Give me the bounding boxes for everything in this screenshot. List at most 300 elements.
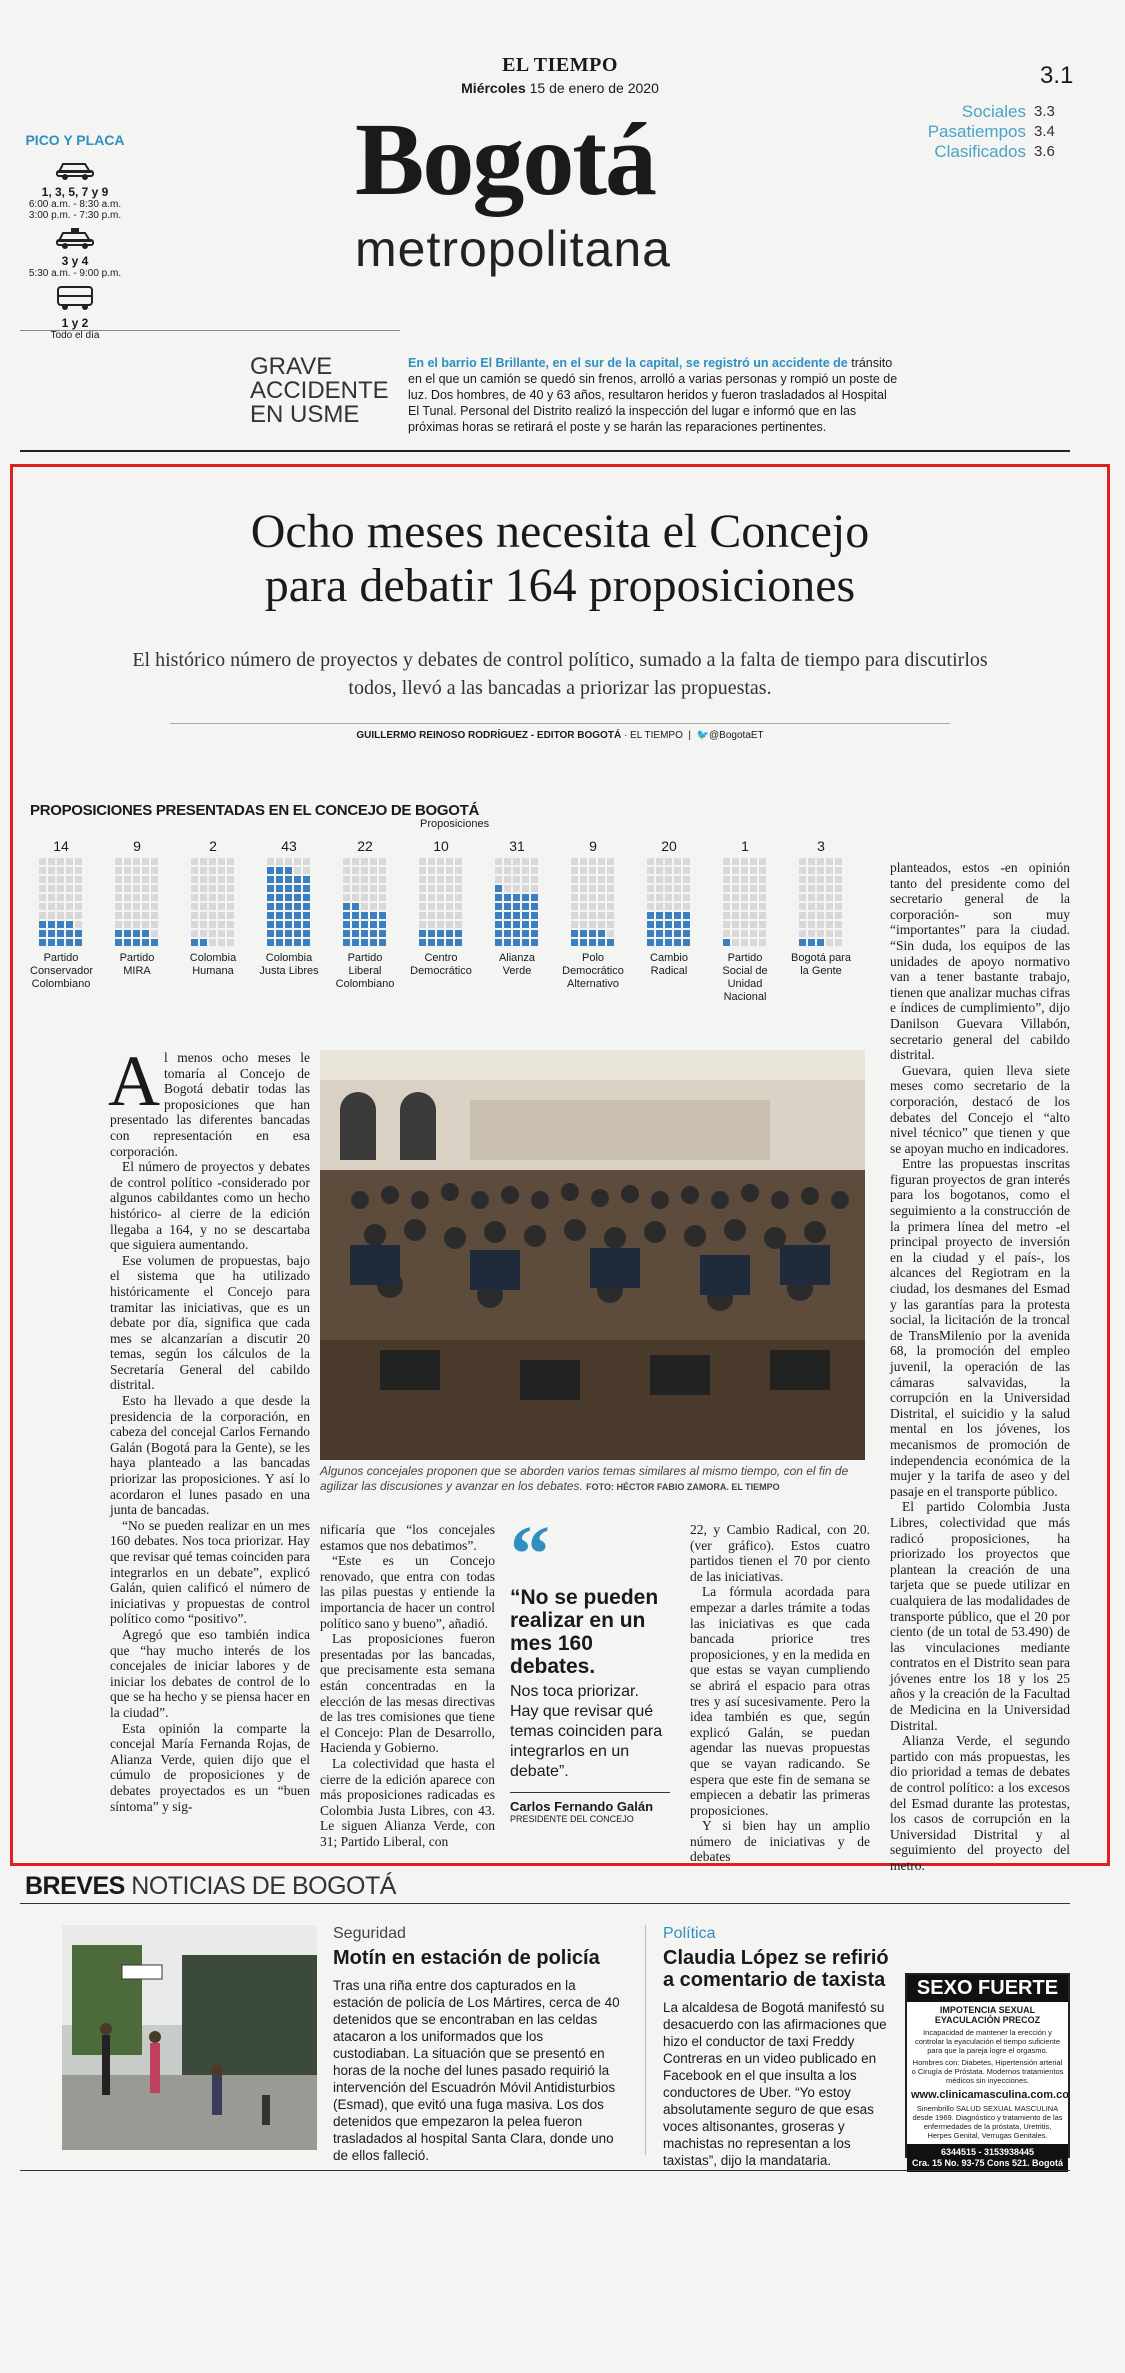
chart-unit-filled	[285, 930, 292, 937]
chart-unit-empty	[683, 876, 690, 883]
chart-unit-empty	[419, 867, 426, 874]
chart-unit-empty	[674, 867, 681, 874]
chart-unit-empty	[759, 939, 766, 946]
chart-unit-empty	[598, 903, 605, 910]
chart-unit-empty	[294, 858, 301, 865]
chart-unit-empty	[799, 858, 806, 865]
chart-unit-empty	[124, 903, 131, 910]
chart-unit-empty	[741, 903, 748, 910]
chart-unit-empty	[750, 876, 757, 883]
chart-unit-empty	[124, 894, 131, 901]
chart-unit-filled	[267, 903, 274, 910]
chart-unit-empty	[227, 912, 234, 919]
chart-category-label: Centro Democrático	[410, 952, 472, 977]
taxi-hours: 5:30 a.m. - 9:00 p.m.	[28, 268, 122, 279]
quote-headline: “No se pueden realizar en un mes 160 debates.	[510, 1586, 659, 1678]
chart-unit-empty	[723, 921, 730, 928]
chart-unit-empty	[209, 921, 216, 928]
chart-unit-empty	[598, 912, 605, 919]
chart-unit-filled	[531, 912, 538, 919]
chart-unit-empty	[589, 894, 596, 901]
chart-category-label: Partido Social de Unidad Nacional	[722, 952, 768, 1003]
chart-unit-empty	[66, 867, 73, 874]
chart-unit-empty	[66, 912, 73, 919]
chart-unit-empty	[759, 912, 766, 919]
ad-website: www.clinicamasculina.com.co	[911, 2089, 1069, 2101]
chart-unit-filled	[495, 921, 502, 928]
chart-unit-empty	[723, 912, 730, 919]
chart-unit-empty	[455, 903, 462, 910]
chart-unit-empty	[750, 930, 757, 937]
taxi-icon	[55, 227, 95, 249]
chart-unit-empty	[580, 894, 587, 901]
chart-unit-filled	[343, 921, 350, 928]
chart-unit-empty	[531, 876, 538, 883]
chart-unit-filled	[361, 921, 368, 928]
chart-unit-empty	[419, 885, 426, 892]
chart-unit-empty	[741, 930, 748, 937]
bus-icon	[55, 285, 95, 311]
chart-waffle	[799, 858, 844, 948]
chart-party	[638, 838, 700, 978]
chart-unit-filled	[379, 939, 386, 946]
chart-unit-empty	[191, 930, 198, 937]
chart-unit-empty	[39, 894, 46, 901]
chart-unit-filled	[294, 930, 301, 937]
chart-unit-empty	[218, 885, 225, 892]
chart-unit-empty	[66, 876, 73, 883]
chart-unit-filled	[75, 930, 82, 937]
chart-unit-empty	[343, 858, 350, 865]
chart-unit-empty	[723, 876, 730, 883]
breve-seguridad	[333, 1925, 623, 2164]
chart-unit-empty	[817, 885, 824, 892]
chart-unit-empty	[835, 894, 842, 901]
chart-waffle	[571, 858, 616, 948]
chart-unit-empty	[656, 903, 663, 910]
chart-unit-filled	[285, 894, 292, 901]
chart-unit-empty	[66, 894, 73, 901]
article-paragraph: El número de proyectos y debates de control político -considerado por algunos cabildantes como un hecho histórico- al cierre de la edición llegaba a 164, y no se descartaba que siguiera aumentando.	[110, 1159, 310, 1253]
chart-unit-filled	[665, 912, 672, 919]
chart-unit-empty	[835, 858, 842, 865]
chart-unit-empty	[495, 858, 502, 865]
chart-unit-empty	[39, 912, 46, 919]
chart-unit-filled	[495, 939, 502, 946]
chart-unit-empty	[495, 867, 502, 874]
article-paragraph: planteados, estos -en opinión tanto del presidente como del secretario general de la corporación- son muy “importantes” para la ciudad. “Sin duda, los equipos de las unidades de apoyo normativo van a tener bastante trabajo, tienen que analizar muchas cifras e índices de cumplimiento”, dijo Danilson Guevara Villabón, secretario general del cabildo distrital.	[890, 860, 1070, 1063]
chart-unit-empty	[799, 903, 806, 910]
chart-unit-empty	[817, 930, 824, 937]
chart-unit-empty	[835, 921, 842, 928]
chart-unit-filled	[276, 903, 283, 910]
chart-unit-empty	[379, 876, 386, 883]
breve-body: La alcaldesa de Bogotá manifestó su desacuerdo con las afirmaciones que hizo el conductor de taxi Freddy Contreras en un video publicado en Facebook en el que insulta a los conductores de Uber. “Yo estoy absolutamente seguro de que esas voces altisonantes, groseras y machistas no representan a los taxistas”, dijo la mandataria.	[663, 2000, 887, 2168]
chart-unit-empty	[674, 903, 681, 910]
chart-unit-empty	[124, 921, 131, 928]
chart-unit-empty	[455, 867, 462, 874]
chart-unit-empty	[419, 858, 426, 865]
chart-unit-filled	[276, 912, 283, 919]
chart-unit-empty	[227, 885, 234, 892]
chart-unit-empty	[142, 894, 149, 901]
index-label: Clasificados	[934, 142, 1026, 161]
teaser-text	[408, 355, 898, 435]
chart-party	[790, 838, 852, 978]
article-paragraph: Entre las propuestas inscritas figuran proyectos de gran interés para los bogotanos, como el seguimiento a la construcción de la primera línea del metro -el principal proyecto de inversión en la ciudad y el país-, los alcances del Regiotram en la ciudad, los desmanes del Esmad y las garantías para la protesta social, la licitación de la troncal de TransMilenio por la avenida 68, la promoción del empleo juvenil, la operación de las cámaras salvavidas, la corrupción en la Universidad Distrital, el suicidio y la salud mental en los jóvenes, los mecanismos de promoción de independencia económica de la mujer y la tarifa de aseo y del pasaje en el transporte público.	[890, 1156, 1070, 1499]
chart-category-label: Cambio Radical	[650, 952, 688, 977]
chart-unit-empty	[200, 894, 207, 901]
chart-unit-empty	[115, 885, 122, 892]
chart-unit-filled	[817, 939, 824, 946]
chart-unit-filled	[48, 930, 55, 937]
chart-unit-empty	[352, 894, 359, 901]
chart-unit-filled	[504, 930, 511, 937]
chart-unit-empty	[522, 885, 529, 892]
chart-unit-empty	[835, 885, 842, 892]
chart-unit-empty	[580, 912, 587, 919]
chart-unit-filled	[39, 939, 46, 946]
chart-unit-filled	[285, 903, 292, 910]
chart-unit-empty	[133, 876, 140, 883]
chart-unit-filled	[343, 939, 350, 946]
chart-unit-empty	[218, 867, 225, 874]
chart-unit-empty	[227, 894, 234, 901]
chart-unit-empty	[343, 894, 350, 901]
chart-unit-empty	[48, 885, 55, 892]
chart-unit-filled	[504, 903, 511, 910]
chart-unit-empty	[589, 912, 596, 919]
chart-unit-empty	[361, 885, 368, 892]
chart-unit-filled	[285, 912, 292, 919]
chart-unit-empty	[723, 885, 730, 892]
chart-unit-empty	[379, 867, 386, 874]
chart-party	[182, 838, 244, 978]
chart-waffle	[419, 858, 464, 948]
chart-unit-empty	[124, 867, 131, 874]
chart-unit-empty	[455, 894, 462, 901]
drop-cap: A	[108, 1041, 160, 1121]
chart-unit-empty	[379, 894, 386, 901]
chart-unit-filled	[294, 876, 301, 883]
chart-unit-empty	[200, 921, 207, 928]
chart-unit-empty	[379, 885, 386, 892]
chart-unit-empty	[835, 903, 842, 910]
chart-unit-empty	[759, 930, 766, 937]
chart-unit-filled	[495, 930, 502, 937]
caption-credit: FOTO: HÉCTOR FABIO ZAMORA. EL TIEMPO	[586, 1482, 780, 1492]
chart-unit-filled	[285, 867, 292, 874]
chart-unit-empty	[741, 921, 748, 928]
chart-unit-empty	[741, 939, 748, 946]
chart-unit-filled	[513, 912, 520, 919]
chart-unit-empty	[808, 930, 815, 937]
chart-unit-empty	[343, 876, 350, 883]
chart-unit-empty	[66, 903, 73, 910]
chart-unit-empty	[817, 867, 824, 874]
chart-unit-empty	[665, 867, 672, 874]
chart-unit-filled	[142, 939, 149, 946]
chart-category-label: Colombia Humana	[189, 952, 237, 977]
chart-unit-filled	[446, 939, 453, 946]
chart-unit-filled	[48, 939, 55, 946]
chart-unit-empty	[48, 858, 55, 865]
chart-unit-filled	[57, 921, 64, 928]
chart-party	[258, 838, 320, 978]
chart-unit-empty	[750, 867, 757, 874]
chart-unit-empty	[759, 858, 766, 865]
chart-unit-empty	[48, 867, 55, 874]
chart-unit-empty	[513, 858, 520, 865]
chart-unit-empty	[419, 912, 426, 919]
article-column-1	[108, 1041, 310, 1814]
chart-unit-empty	[759, 867, 766, 874]
index-item	[880, 142, 1060, 162]
chart-unit-empty	[826, 867, 833, 874]
chart-unit-empty	[218, 912, 225, 919]
breve-headline: Motín en estación de policía	[333, 1947, 600, 1969]
chart-unit-filled	[522, 921, 529, 928]
chart-unit-empty	[124, 858, 131, 865]
chart-unit-filled	[294, 885, 301, 892]
chart-unit-empty	[151, 858, 158, 865]
chart-unit-filled	[343, 903, 350, 910]
chart-unit-empty	[571, 921, 578, 928]
chart-unit-filled	[531, 903, 538, 910]
chart-unit-empty	[455, 858, 462, 865]
chart-unit-empty	[209, 903, 216, 910]
chart-unit-empty	[826, 921, 833, 928]
car-hours-2: 3:00 p.m. - 7:30 p.m.	[28, 210, 122, 221]
chart-unit-filled	[504, 939, 511, 946]
chart-unit-filled	[294, 921, 301, 928]
chart-unit-filled	[428, 930, 435, 937]
chart-party	[562, 838, 624, 991]
chart-unit-empty	[57, 867, 64, 874]
chart-unit-empty	[732, 912, 739, 919]
chart-unit-empty	[191, 885, 198, 892]
chart-unit-filled	[285, 939, 292, 946]
chart-unit-filled	[303, 876, 310, 883]
chart-unit-empty	[303, 858, 310, 865]
pico-placa-box	[20, 132, 130, 341]
chart-unit-filled	[379, 921, 386, 928]
chart-unit-empty	[750, 903, 757, 910]
headline-line: Ocho meses necesita el Concejo	[250, 505, 870, 558]
chart-party	[486, 838, 548, 978]
chart-unit-filled	[294, 912, 301, 919]
chart-unit-empty	[209, 876, 216, 883]
council-photo	[320, 1050, 865, 1460]
photo-caption	[320, 1464, 865, 1495]
chart-unit-empty	[200, 912, 207, 919]
article-column-2	[320, 1522, 495, 1849]
chart-value-label: 10	[433, 838, 449, 854]
chart-value-label: 9	[589, 838, 597, 854]
chart-unit-empty	[209, 858, 216, 865]
quote-body: Nos toca priorizar. Hay que revisar qué temas coinciden para integrarlos en un debate”.	[510, 1683, 663, 1780]
chart-unit-filled	[352, 921, 359, 928]
chart-unit-empty	[607, 903, 614, 910]
chart-unit-empty	[607, 912, 614, 919]
article-paragraph: Agregó que eso también indica que “hay mucho interés de los concejales de iniciar labores y de iniciar los debates de control de lo que se ha hecho y se piensa hacer en la ciudad”.	[110, 1626, 310, 1720]
chart-unit-empty	[57, 858, 64, 865]
chart-unit-empty	[674, 876, 681, 883]
article-paragraph: “No se pueden realizar en un mes 160 debates. Nos toca priorizar. Hay que revisar qué temas coinciden para integrarlos en un debate”, explicó Galán, quien calificó el número de iniciativas y propuestas de control político como “positivo”.	[110, 1517, 310, 1627]
chart-unit-filled	[598, 930, 605, 937]
chart-unit-empty	[218, 939, 225, 946]
chart-unit-empty	[446, 876, 453, 883]
chart-unit-empty	[200, 903, 207, 910]
chart-unit-empty	[589, 867, 596, 874]
chart-value-label: 43	[281, 838, 297, 854]
chart-unit-filled	[495, 912, 502, 919]
chart-unit-empty	[723, 867, 730, 874]
chart-unit-empty	[589, 921, 596, 928]
headline-line: para debatir 164 proposiciones	[264, 559, 856, 612]
chart-unit-filled	[124, 939, 131, 946]
chart-category-label: Colombia Justa Libres	[259, 952, 319, 977]
chart-unit-empty	[799, 876, 806, 883]
chart-unit-empty	[647, 903, 654, 910]
chart-unit-empty	[115, 921, 122, 928]
chart-waffle	[343, 858, 388, 948]
chart-unit-empty	[66, 885, 73, 892]
chart-unit-empty	[285, 858, 292, 865]
chart-unit-filled	[303, 912, 310, 919]
chart-unit-empty	[48, 876, 55, 883]
chart-unit-empty	[732, 858, 739, 865]
quote-name: Carlos Fernando Galán	[510, 1792, 670, 1814]
ad-contact	[907, 2144, 1068, 2172]
chart-unit-empty	[723, 903, 730, 910]
chart-unit-empty	[428, 867, 435, 874]
chart-unit-filled	[428, 939, 435, 946]
chart-unit-empty	[209, 930, 216, 937]
chart-unit-empty	[504, 867, 511, 874]
chart-unit-filled	[379, 912, 386, 919]
chart-value-label: 2	[209, 838, 217, 854]
chart-unit-filled	[294, 903, 301, 910]
chart-unit-empty	[741, 894, 748, 901]
chart-unit-filled	[303, 930, 310, 937]
chart-unit-filled	[267, 876, 274, 883]
chart-unit-filled	[522, 903, 529, 910]
chart-category-label: Partido Conservador Colombiano	[30, 952, 93, 990]
chart-unit-empty	[589, 876, 596, 883]
car-plates: 1, 3, 5, 7 y 9	[41, 185, 109, 199]
chart-unit-filled	[133, 930, 140, 937]
chart-unit-empty	[276, 858, 283, 865]
chart-unit-empty	[124, 912, 131, 919]
chart-unit-empty	[370, 876, 377, 883]
chart-unit-filled	[580, 939, 587, 946]
chart-unit-empty	[218, 858, 225, 865]
chart-unit-empty	[513, 885, 520, 892]
teaser-title-line: EN USME	[250, 401, 360, 428]
chart-unit-empty	[361, 876, 368, 883]
chart-unit-empty	[370, 867, 377, 874]
chart-unit-filled	[303, 903, 310, 910]
chart-unit-empty	[75, 858, 82, 865]
chart-unit-empty	[142, 912, 149, 919]
chart-unit-empty	[218, 921, 225, 928]
chart-unit-filled	[531, 939, 538, 946]
article-paragraph: 22, y Cambio Radical, con 20. (ver gráfico). Estos cuatro partidos tienen el 70 por ciento de las iniciativas.	[690, 1522, 870, 1584]
chart-unit-empty	[665, 876, 672, 883]
chart-unit-empty	[437, 858, 444, 865]
section-subtitle: metropolitana	[355, 221, 671, 277]
chart-unit-empty	[446, 885, 453, 892]
breve-section: Política	[663, 1925, 716, 1942]
taxi-plates: 3 y 4	[61, 254, 89, 268]
chart-unit-filled	[513, 930, 520, 937]
chart-unit-filled	[115, 939, 122, 946]
chart-unit-empty	[191, 894, 198, 901]
chart-unit-empty	[808, 912, 815, 919]
index-label: Pasatiempos	[927, 122, 1026, 141]
article-paragraph: Ese volumen de propuestas, bajo el sistema que ha utilizado históricamente el Concejo para tramitar las iniciativas, que es un debate por día, significa que cada mes se alcanzarían a discutir 20 temas, según los cálculos de la Secretaría General del cabildo distrital.	[110, 1252, 310, 1393]
index-item	[880, 102, 1060, 122]
chart-unit-empty	[665, 885, 672, 892]
article-paragraph: nificaría que “los concejales estamos que nos debatimos”.	[320, 1522, 495, 1553]
chart-unit-empty	[607, 858, 614, 865]
chart-unit-empty	[732, 867, 739, 874]
chart-unit-filled	[75, 939, 82, 946]
chart-unit-filled	[39, 921, 46, 928]
chart-unit-empty	[580, 876, 587, 883]
chart-unit-empty	[352, 858, 359, 865]
chart-unit-empty	[750, 885, 757, 892]
chart-unit-filled	[522, 912, 529, 919]
chart-unit-empty	[732, 894, 739, 901]
chart-waffle	[115, 858, 160, 948]
chart-unit-empty	[531, 858, 538, 865]
chart-unit-empty	[808, 921, 815, 928]
chart-unit-empty	[656, 885, 663, 892]
chart-unit-empty	[133, 858, 140, 865]
chart-unit-empty	[835, 876, 842, 883]
chart-unit-empty	[522, 858, 529, 865]
teaser-lead: En el barrio El Brillante, en el sur de la capital, se registró un accidente de	[408, 356, 848, 370]
chart-unit-filled	[674, 930, 681, 937]
chart-unit-empty	[455, 912, 462, 919]
chart-unit-empty	[723, 858, 730, 865]
chart-unit-filled	[665, 939, 672, 946]
chart-unit-filled	[133, 939, 140, 946]
chart-waffle	[267, 858, 312, 948]
chart-unit-filled	[48, 921, 55, 928]
chart-unit-empty	[522, 876, 529, 883]
chart-unit-empty	[227, 930, 234, 937]
chart-unit-empty	[142, 876, 149, 883]
chart-unit-empty	[419, 921, 426, 928]
bottom-rule	[20, 2170, 1070, 2171]
chart-unit-empty	[647, 894, 654, 901]
date-day: Miércoles	[461, 80, 526, 96]
chart-unit-filled	[379, 930, 386, 937]
chart-unit-empty	[446, 912, 453, 919]
chart-unit-filled	[276, 894, 283, 901]
chart-unit-empty	[218, 903, 225, 910]
chart-unit-empty	[732, 876, 739, 883]
chart-unit-empty	[504, 858, 511, 865]
chart-unit-empty	[808, 858, 815, 865]
police-station-photo	[62, 1925, 317, 2150]
chart-unit-empty	[826, 912, 833, 919]
chart-unit-filled	[294, 894, 301, 901]
index-page: 3.6	[1034, 143, 1055, 160]
